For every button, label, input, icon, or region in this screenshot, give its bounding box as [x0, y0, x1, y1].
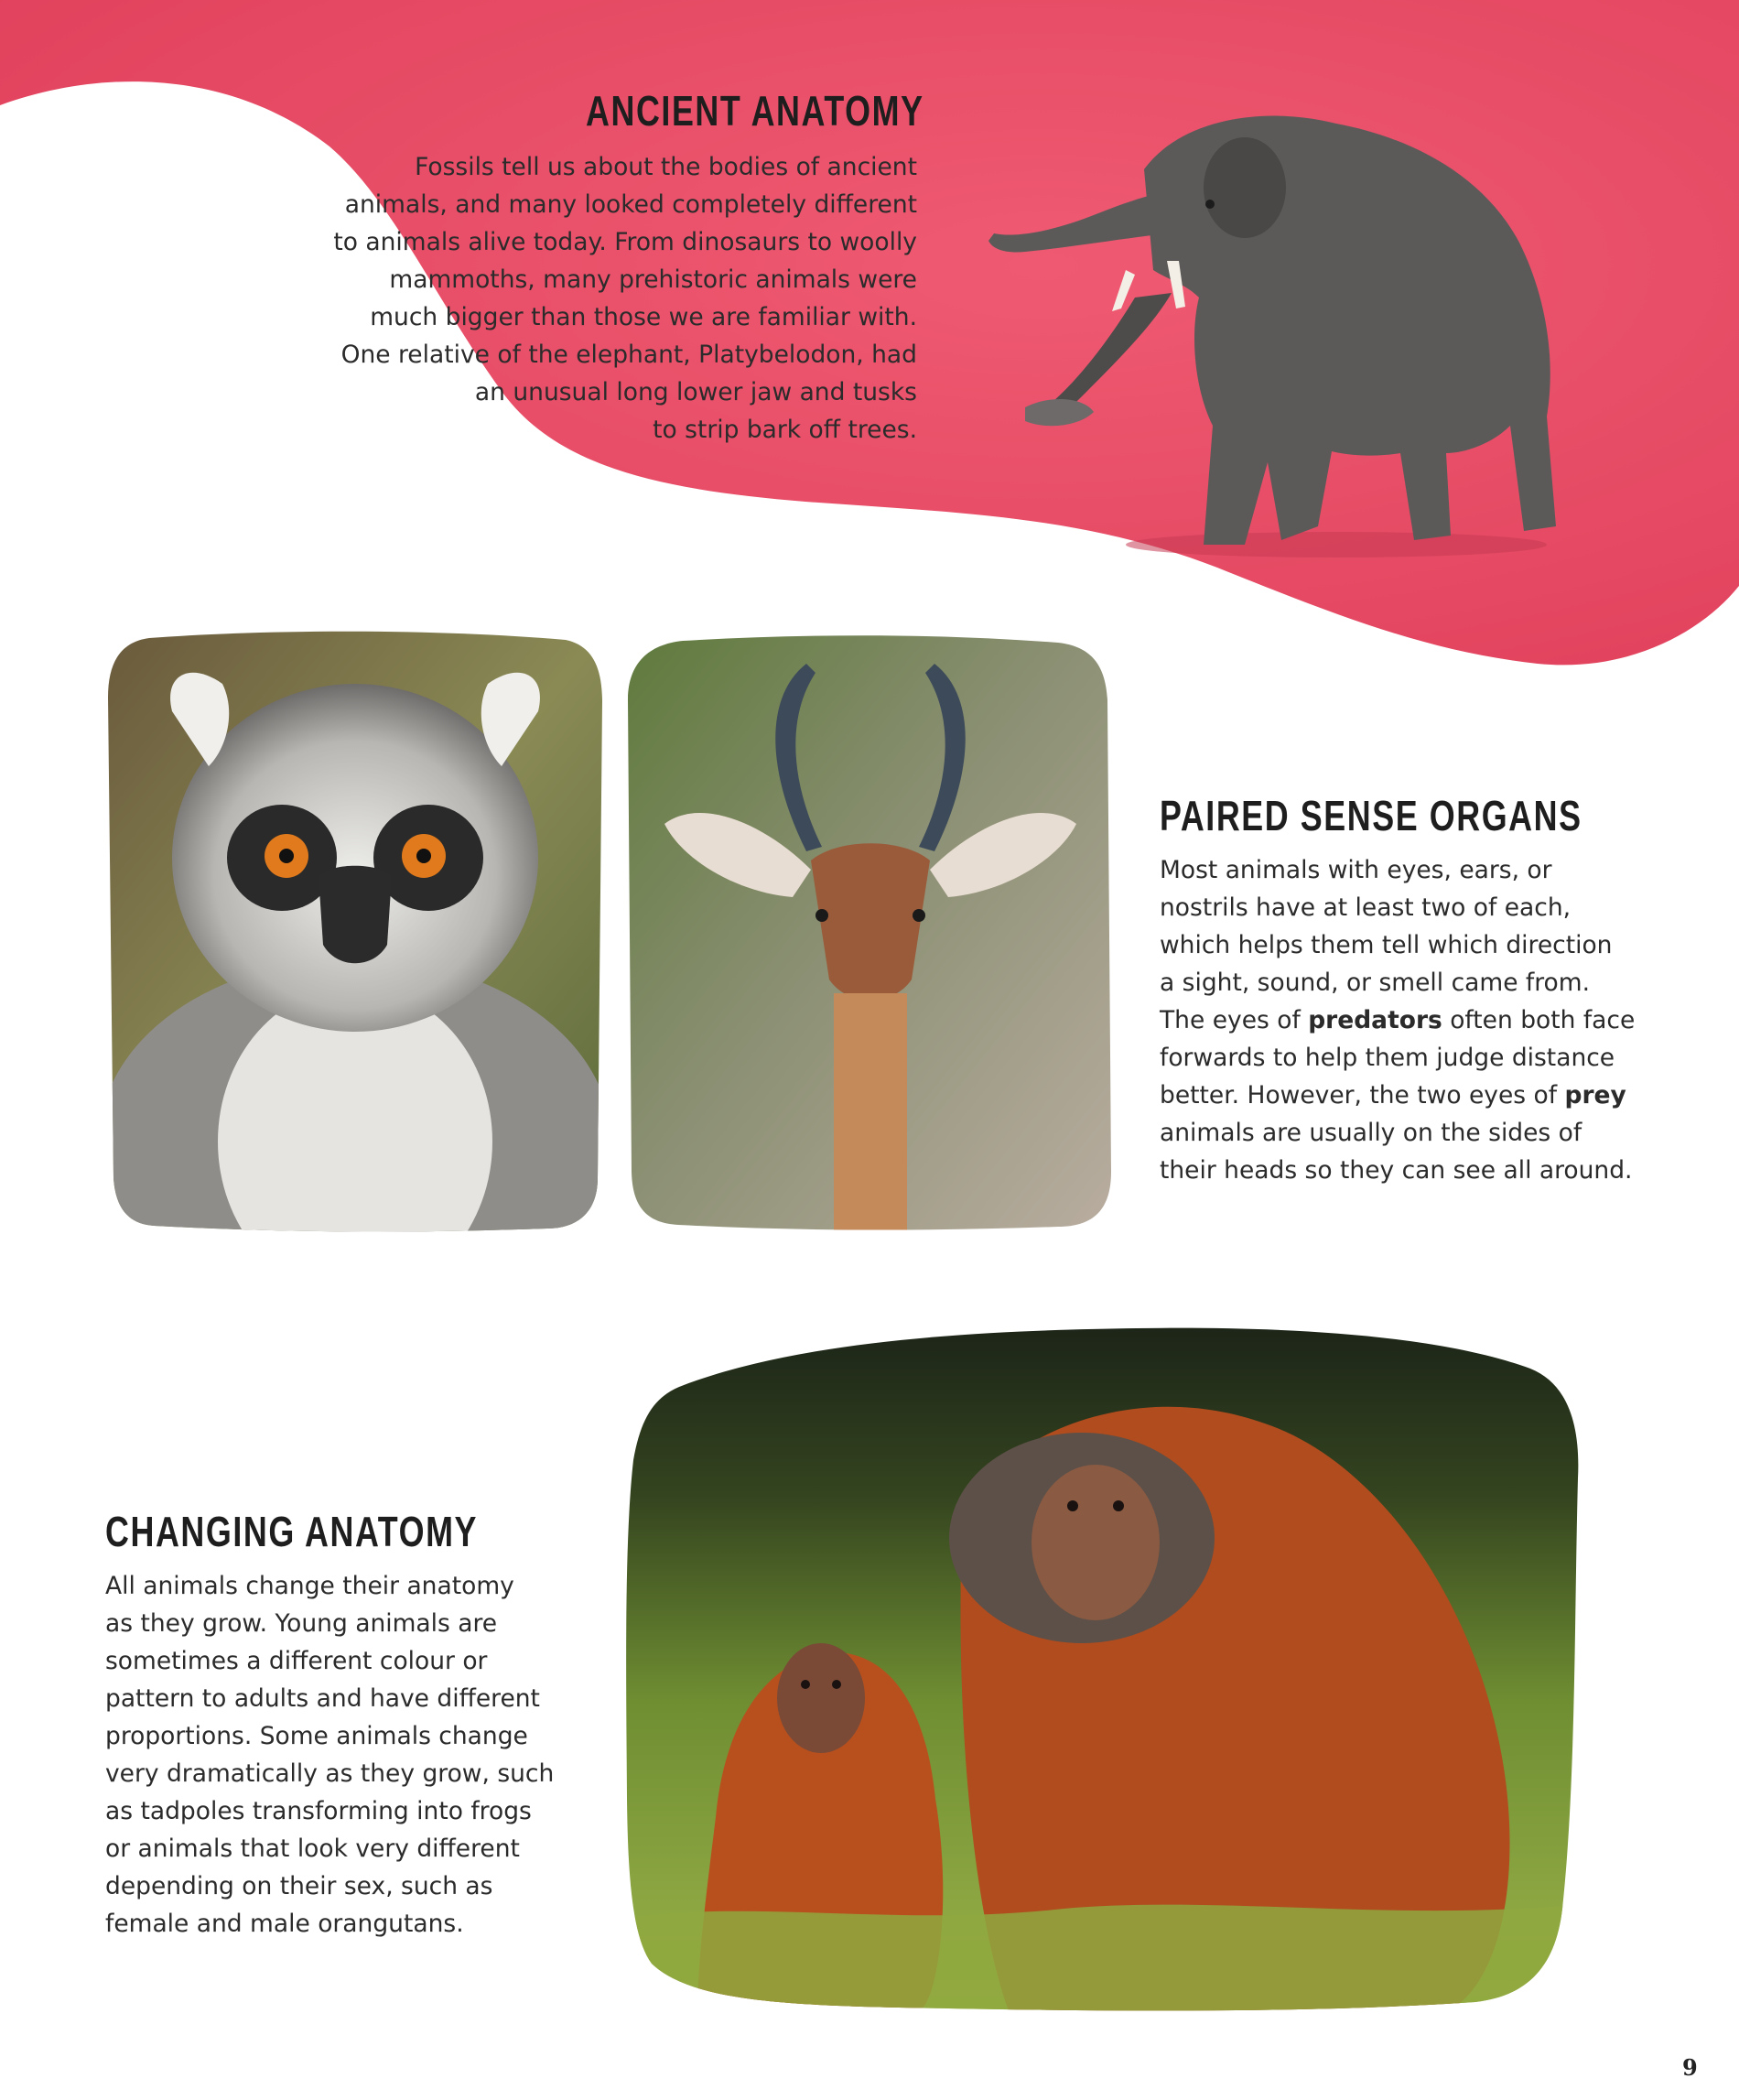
paired-sense-line: Most animals with eyes, ears, or	[1160, 856, 1552, 884]
lemur-image	[108, 629, 602, 1233]
elephant-trunk	[988, 191, 1167, 253]
ancient-anatomy-text	[333, 148, 917, 449]
elephant-ear	[1204, 137, 1286, 238]
changing-anatomy-text	[105, 1567, 554, 1943]
female-orangutan-eye-right	[832, 1680, 841, 1689]
grass-foreground	[624, 1904, 1581, 2011]
paired-sense-line: forwards to help them judge distance	[1160, 1044, 1615, 1072]
changing-anatomy-line: as tadpoles transforming into frogs	[105, 1797, 532, 1825]
orangutans-image	[624, 1323, 1581, 2011]
ancient-anatomy-line: One relative of the elephant, Platybelodon, had	[340, 341, 917, 369]
male-orangutan-eye-right	[1113, 1500, 1124, 1511]
platybelodon-image	[970, 96, 1602, 563]
changing-anatomy-line: All animals change their anatomy	[105, 1572, 514, 1600]
gerenuk-neck	[834, 993, 907, 1231]
ancient-anatomy-line: mammoths, many prehistoric animals were	[389, 265, 917, 294]
paired-sense-organs-heading: PAIRED SENSE ORGANS	[1160, 792, 1582, 839]
paired-sense-line: nostrils have at least two of each,	[1160, 893, 1572, 922]
ancient-anatomy-line: an unusual long lower jaw and tusks	[474, 378, 917, 406]
changing-anatomy-line: sometimes a different colour or	[105, 1647, 488, 1675]
gerenuk-image	[628, 632, 1113, 1231]
paired-sense-text-part: better. However, the two eyes of	[1160, 1081, 1565, 1110]
paired-sense-organs-text	[1160, 851, 1635, 1189]
changing-anatomy-heading: CHANGING ANATOMY	[105, 1508, 479, 1555]
changing-anatomy-line: female and male orangutans.	[105, 1910, 464, 1938]
changing-anatomy-line: proportions. Some animals change	[105, 1722, 528, 1750]
changing-anatomy-line: pattern to adults and have different	[105, 1684, 540, 1713]
predators-term: predators	[1308, 1006, 1442, 1034]
paired-sense-text-part: often both face	[1442, 1006, 1636, 1034]
female-orangutan-face	[777, 1643, 865, 1753]
changing-anatomy-line: as they grow. Young animals are	[105, 1609, 498, 1638]
paired-sense-line: their heads so they can see all around.	[1160, 1156, 1633, 1185]
ancient-anatomy-line: animals, and many looked completely different	[344, 190, 917, 219]
male-orangutan-face	[1032, 1465, 1160, 1620]
changing-anatomy-line: or animals that look very different	[105, 1835, 520, 1863]
male-orangutan-eye-left	[1067, 1500, 1078, 1511]
prey-term: prey	[1564, 1081, 1626, 1110]
ancient-anatomy-line: much bigger than those we are familiar with.	[370, 303, 917, 331]
paired-sense-line: animals are usually on the sides of	[1160, 1119, 1582, 1147]
paired-sense-line: a sight, sound, or smell came from.	[1160, 969, 1591, 997]
paired-sense-line	[1160, 1001, 1635, 1039]
ancient-anatomy-line: Fossils tell us about the bodies of ancient	[415, 153, 917, 181]
female-orangutan-eye-left	[801, 1680, 810, 1689]
elephant-shadow	[1126, 532, 1547, 557]
gerenuk-eye-left	[815, 909, 828, 922]
lemur-pupil-right	[416, 849, 431, 863]
paired-sense-text-part: The eyes of	[1160, 1006, 1309, 1034]
elephant-eye	[1205, 200, 1215, 209]
ancient-anatomy-heading: ANCIENT ANATOMY	[586, 87, 924, 135]
ancient-anatomy-line: to strip bark off trees.	[653, 416, 917, 444]
elephant-jaw-scoop	[1025, 399, 1094, 426]
changing-anatomy-line: depending on their sex, such as	[105, 1872, 493, 1900]
changing-anatomy-line: very dramatically as they grow, such	[105, 1759, 555, 1788]
ancient-anatomy-line: to animals alive today. From dinosaurs to woolly	[333, 228, 917, 256]
gerenuk-eye-right	[913, 909, 925, 922]
paired-sense-line: which helps them tell which direction	[1160, 931, 1613, 959]
lemur-pupil-left	[279, 849, 294, 863]
lemur-snout	[319, 866, 392, 964]
page-number: 9	[1682, 2054, 1698, 2081]
paired-sense-line	[1160, 1077, 1635, 1114]
